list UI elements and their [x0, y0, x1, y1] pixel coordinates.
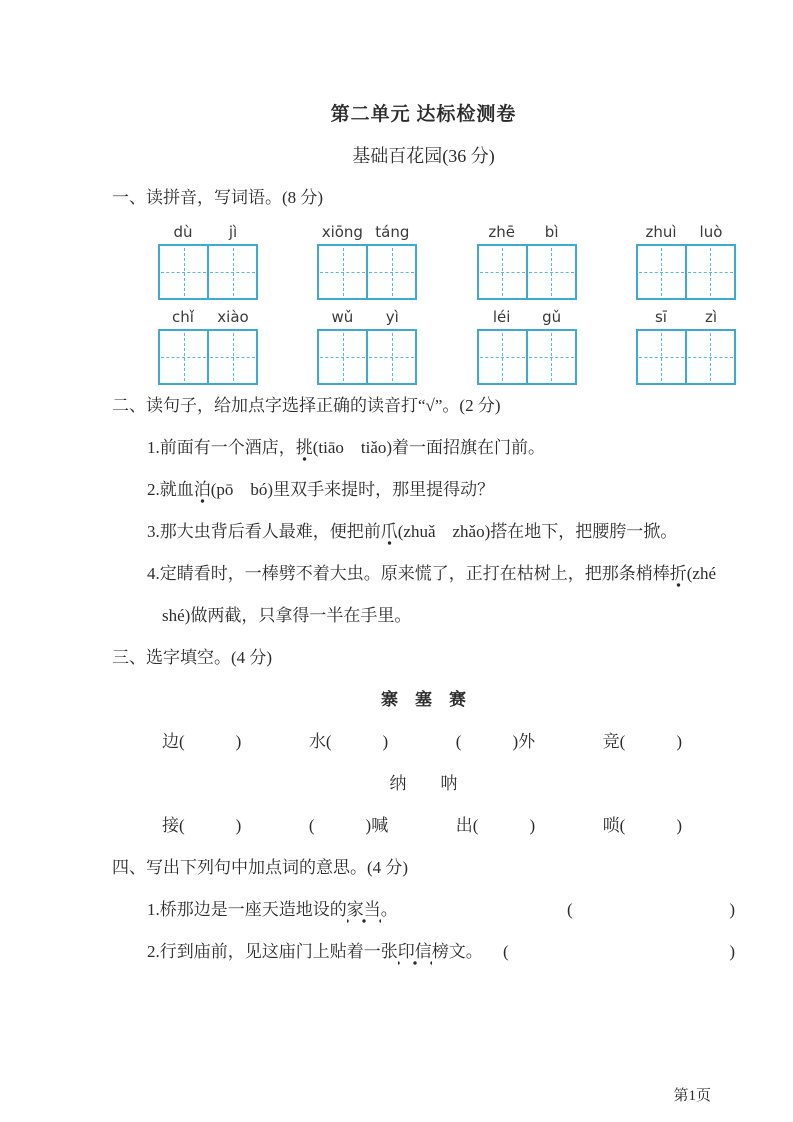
pinyin-syllable: zhē: [488, 223, 515, 241]
sentence-text: 榜文。: [431, 942, 483, 961]
writing-grid: [636, 329, 736, 385]
fill-blank: 出( ): [455, 816, 536, 835]
fill-blank: 竞( ): [602, 732, 682, 751]
emphasized-character: 挑: [296, 438, 313, 462]
question-item: [147, 931, 735, 973]
pinyin-syllable: chǐ: [172, 308, 194, 326]
sentence-text: 2.行到庙前，见这庙门上贴着一张: [147, 942, 398, 961]
writing-cell: [479, 331, 526, 383]
pinyin-word-row-1: [158, 222, 736, 300]
pinyin-syllable: gǔ: [542, 308, 562, 326]
writing-cell: [160, 331, 207, 383]
question-item: [112, 553, 735, 637]
writing-cell: [160, 246, 207, 298]
writing-cell: [479, 246, 526, 298]
fill-blank: 接( ): [162, 816, 242, 835]
writing-cell: [207, 246, 256, 298]
pinyin-syllable: zì: [704, 308, 717, 326]
writing-cell: [685, 246, 734, 298]
pinyin-label: [317, 307, 417, 327]
sentence-text: (pō bó)里双手来提时，那里提得动？: [210, 480, 495, 499]
word-block: [477, 222, 577, 300]
question-item: [112, 469, 735, 511]
pinyin-label: [158, 222, 258, 242]
emphasized-character: 折: [670, 564, 687, 588]
pinyin-label: [477, 307, 577, 327]
question-item: [112, 427, 735, 469]
pinyin-label: [636, 222, 736, 242]
writing-cell: [638, 331, 685, 383]
section2-heading: 二、读句子，给加点字选择正确的读音打“√”。(2 分): [112, 396, 501, 415]
pinyin-label: [636, 307, 736, 327]
pinyin-word-row-2: [158, 307, 736, 385]
fill-blank-row: [162, 805, 682, 847]
sentence-text: (tiāo tiǎo)着一面招旗在门前。: [312, 438, 546, 457]
word-block: [636, 222, 736, 300]
fill-blank: ( )外: [455, 732, 536, 751]
answer-blank: [503, 931, 735, 973]
writing-cell: [319, 246, 366, 298]
word-block: [158, 307, 258, 385]
writing-cell: [366, 331, 415, 383]
character-choices: 寨 塞 赛: [381, 690, 466, 709]
pinyin-syllable: sī: [654, 308, 667, 326]
fill-blank: 水( ): [308, 732, 389, 751]
section3-heading: 三、选字填空。(4 分): [112, 648, 273, 667]
pinyin-syllable: jì: [228, 223, 238, 241]
page-number: 第1页: [673, 1088, 711, 1104]
writing-grid: [317, 244, 417, 300]
sentence-text: 1.桥那边是一座天造地设的: [147, 900, 347, 919]
emphasized-word: 印信: [398, 942, 432, 966]
pinyin-syllable: dù: [173, 223, 193, 241]
word-block: [477, 307, 577, 385]
sentence-text: 1.前面有一个酒店，: [147, 438, 296, 457]
emphasized-character: 爪: [381, 522, 398, 546]
fill-blank-row: [162, 721, 682, 763]
writing-cell: [207, 331, 256, 383]
word-block: [636, 307, 736, 385]
writing-cell: [685, 331, 734, 383]
sentence-text: (zhuǎ zhǎo)搭在地下，把腰胯一掀。: [397, 522, 678, 541]
pinyin-syllable: léi: [492, 308, 511, 326]
sentence-text: 。: [380, 900, 398, 919]
section1-heading: 一、读拼音，写词语。(8 分): [112, 188, 324, 207]
pinyin-syllable: wǔ: [331, 308, 354, 326]
sentence-text: 3.那大虫背后看人最难，便把前: [147, 522, 381, 541]
writing-cell: [638, 246, 685, 298]
pinyin-label: [317, 222, 417, 242]
question-item: [147, 889, 735, 931]
close-paren: ): [729, 942, 735, 961]
sentence-text: 4.定睛看时，一棒劈不着大虫。原来慌了，正打在枯树上，把那条梢棒: [147, 564, 670, 583]
writing-grid: [317, 329, 417, 385]
pinyin-label: [158, 307, 258, 327]
close-paren: ): [729, 900, 735, 919]
fill-blank: 唢( ): [602, 816, 682, 835]
answer-blank: [567, 889, 735, 931]
sentence-text: (zhé shé)做两截，只拿得一半在手里。: [162, 564, 734, 625]
sentence-text: [147, 889, 398, 931]
pinyin-syllable: zhuì: [645, 223, 677, 241]
page-content: [0, 99, 793, 973]
pinyin-syllable: yì: [385, 308, 399, 326]
pinyin-syllable: táng: [375, 223, 410, 241]
sentence-text: 2.就血: [147, 480, 194, 499]
question-item: [112, 511, 735, 553]
word-block: [317, 222, 417, 300]
fill-blank: ( )喊: [308, 816, 389, 835]
emphasized-word: 家当: [347, 900, 381, 924]
word-block: [158, 222, 258, 300]
character-choices: 纳 呐: [389, 774, 458, 793]
word-block: [317, 307, 417, 385]
writing-grid: [158, 329, 258, 385]
pinyin-label: [477, 222, 577, 242]
writing-grid: [636, 244, 736, 300]
sentence-text: [147, 931, 483, 973]
writing-cell: [526, 246, 575, 298]
pinyin-syllable: xiào: [217, 308, 249, 326]
writing-cell: [366, 246, 415, 298]
writing-cell: [319, 331, 366, 383]
writing-grid: [477, 244, 577, 300]
emphasized-character: 泊: [194, 480, 211, 504]
writing-grid: [158, 244, 258, 300]
writing-cell: [526, 331, 575, 383]
fill-blank: 边( ): [162, 732, 242, 751]
writing-grid: [477, 329, 577, 385]
page-title: 第二单元 达标检测卷: [330, 104, 517, 125]
section4-heading: 四、写出下列句中加点词的意思。(4 分): [112, 858, 409, 877]
open-paren: (: [503, 942, 509, 961]
page-subtitle: 基础百花园(36 分): [352, 146, 495, 166]
pinyin-syllable: bì: [544, 223, 559, 241]
open-paren: (: [567, 900, 573, 919]
pinyin-syllable: xiōng: [321, 223, 363, 241]
pinyin-syllable: luò: [699, 223, 723, 241]
